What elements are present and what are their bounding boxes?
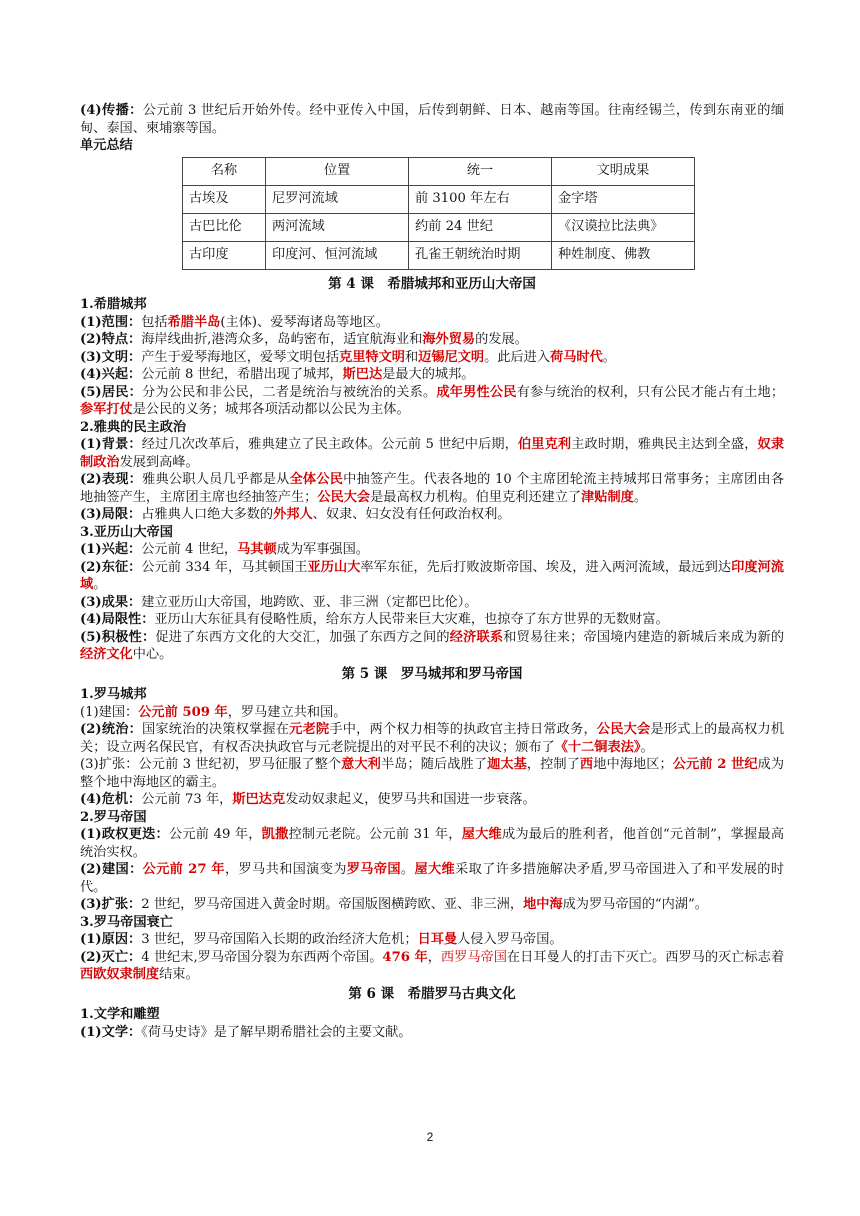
paragraph xyxy=(80,559,784,594)
text-span: (3)扩张： xyxy=(80,897,142,912)
text-span: (3)文明： xyxy=(80,349,142,365)
text-span: 国家统治的决策权掌握在 xyxy=(142,722,290,737)
table-header: 位置 xyxy=(266,157,409,185)
text-span: 成年男性公民 xyxy=(436,384,517,400)
lesson-title: 第 6 课 希腊罗马古典文化 xyxy=(348,985,516,1002)
text-span: 印度河流域 xyxy=(80,559,784,592)
text-span: (1)原因： xyxy=(80,932,142,947)
table-cell: 印度河、恒河流域 xyxy=(266,241,409,269)
text-span: 建立亚历山大帝国，地跨欧、亚、非三洲（定都巴比伦）。 xyxy=(141,594,478,610)
text-span: 公元前 8 世纪，希腊出现了城邦， xyxy=(141,367,343,382)
text-span: 经济文化 xyxy=(80,647,133,662)
table-cell: 古巴比伦 xyxy=(183,213,266,241)
text-span: 4 世纪末,罗马帝国分裂为东西两个帝国。 xyxy=(141,949,383,965)
table-cell: 古印度 xyxy=(183,241,266,269)
document-body xyxy=(80,102,784,1041)
text-span: 公元前 3 世纪后开始外传。经中亚传入中国，后传到朝鲜、日本、越南等国。往南经锡兰，传到东南亚的缅甸、泰国、柬埔寨等国。 xyxy=(80,103,785,136)
summary-table xyxy=(182,157,695,270)
text-span: 克里特文明 xyxy=(339,349,405,365)
text-span: (1)范围： xyxy=(80,314,142,330)
text-span: 公元前 2 世纪 xyxy=(672,757,758,772)
text-span: 促进了东西方文化的大交汇，加强了东西方之间的 xyxy=(155,629,450,645)
text-span: 占雅典人口绝大多数的 xyxy=(141,507,274,522)
page-number: 2 xyxy=(426,1130,434,1144)
text-span: 产生于爱琴海地区，爱琴文明包括 xyxy=(141,349,340,365)
text-span: 斯巴达 xyxy=(342,367,383,382)
text-span: 是形式上的最高权力机关；设立两名保民官，有权否决执政官与元老院提出的对平民不利的决议；颁布了 xyxy=(80,722,785,755)
text-span: 西 xyxy=(579,757,594,772)
text-span: 公元前 27 年 xyxy=(142,862,225,877)
text-span: 屋大维 xyxy=(461,827,502,842)
text-span: 津贴制度 xyxy=(581,489,634,505)
text-span: 成为最后的胜利者，他首创“元首制”，掌握最高统治实权。 xyxy=(80,827,785,860)
text-span: 雅典公职人员几乎都是从 xyxy=(142,472,290,487)
text-span: 成为整个地中海地区的霸主。 xyxy=(80,757,785,790)
table-cell: 两河流域 xyxy=(266,213,409,241)
text-span: 是最高权力机构。伯里克利还建立了 xyxy=(370,489,582,505)
text-span: 公元前 4 世纪， xyxy=(141,542,238,557)
text-span: 奴隶制政治 xyxy=(80,437,785,470)
paragraph xyxy=(80,366,784,384)
text-span: 476 年 xyxy=(382,949,428,965)
table-cell: 孔雀王朝统治时期 xyxy=(409,241,552,269)
text-span: 。 xyxy=(633,489,648,505)
text-span: 主政时期，雅典民主达到全盛， xyxy=(571,437,758,452)
text-span: 成为罗马帝国的“内湖”。 xyxy=(562,897,708,912)
paragraph xyxy=(80,896,784,914)
text-span: 伯里克利 xyxy=(518,437,572,452)
paragraph xyxy=(80,594,784,612)
text-span: 日耳曼 xyxy=(417,932,458,947)
text-span: 外邦人 xyxy=(273,507,313,522)
text-span: 地中海地区； xyxy=(593,757,673,772)
table-cell: 《汉谟拉比法典》 xyxy=(552,213,695,241)
text-span: ，控制了 xyxy=(526,757,580,772)
unit-summary-heading: 单元总结 xyxy=(80,138,133,153)
text-span: 意大利 xyxy=(341,757,381,772)
text-span: (4)传播： xyxy=(80,103,143,118)
text-span: 是公民的义务；城邦各项活动都以公民为主体。 xyxy=(132,402,410,417)
text-span: (2)建国： xyxy=(80,862,143,877)
lesson-title: 第 4 课 希腊城邦和亚历山大帝国 xyxy=(328,275,536,292)
text-span: 。 xyxy=(602,349,616,365)
table-cell: 约前 24 世纪 xyxy=(409,213,552,241)
table-header-row xyxy=(183,157,695,185)
table-row xyxy=(183,213,695,241)
table-cell: 种姓制度、佛教 xyxy=(552,241,695,269)
text-span: 和 xyxy=(404,349,419,365)
text-span: 的发展。 xyxy=(475,332,528,347)
paragraph xyxy=(80,949,784,984)
text-span: 公元前 334 年，马其顿国王 xyxy=(141,559,308,575)
paragraph xyxy=(80,1024,784,1042)
text-span: (4)危机： xyxy=(80,792,142,807)
text-span: 公元前 509 年 xyxy=(138,704,228,720)
text-span: 迈锡尼文明 xyxy=(418,349,485,365)
paragraph xyxy=(80,704,784,722)
text-span: 亚历山大 xyxy=(307,559,361,575)
text-span: 采取了许多措施解决矛盾,罗马帝国进入了和平发展的时代。 xyxy=(80,862,785,895)
text-span: 结束。 xyxy=(159,967,199,982)
section-heading: 1.希腊城邦 xyxy=(80,297,147,312)
text-span: (2)特点： xyxy=(80,332,142,347)
table-header: 统一 xyxy=(409,157,552,185)
text-span: 《十二铜表法》 xyxy=(554,739,641,755)
paragraph-spread xyxy=(80,102,784,137)
text-span: 斯巴达克 xyxy=(232,792,286,807)
text-span: (主体)、爱琴海诸岛等地区。 xyxy=(220,314,389,330)
paragraph xyxy=(80,384,784,419)
text-span: 希腊半岛 xyxy=(167,314,221,330)
text-span: 经过几次改革后，雅典建立了民主政体。公元前 5 世纪中后期， xyxy=(141,437,518,452)
paragraph xyxy=(80,331,784,349)
paragraph xyxy=(80,756,784,791)
text-span: 2 世纪，罗马帝国进入黄金时期。帝国版图横跨欧、亚、非三洲， xyxy=(141,897,524,912)
text-span: 海岸线曲折,港湾众多，岛屿密布，适宜航海业和 xyxy=(141,332,423,347)
text-span: 地中海 xyxy=(523,897,563,912)
paragraph xyxy=(80,314,784,332)
text-span: 在日耳曼人的打击下灭亡。西罗马的灭亡标志着 xyxy=(506,949,785,965)
text-span: (1)建国： xyxy=(80,704,139,720)
paragraph xyxy=(80,826,784,861)
table-row xyxy=(183,241,695,269)
text-span: 。此后进入 xyxy=(484,349,551,365)
text-span: ，罗马共和国演变为 xyxy=(224,862,347,877)
section-heading: 1.文学和雕塑 xyxy=(80,1007,160,1022)
text-span: 马其顿 xyxy=(237,542,277,557)
text-span: 分为公民和非公民，二者是统治与被统治的关系。 xyxy=(142,384,437,400)
text-span: 西欧奴隶制度 xyxy=(80,967,160,982)
table-row xyxy=(183,185,695,213)
table-cell: 金字塔 xyxy=(552,185,695,213)
text-span: (1)背景： xyxy=(80,437,142,452)
text-span: 成为军事强国。 xyxy=(276,542,369,557)
text-span: 荷马时代 xyxy=(550,349,603,365)
text-span: (2)东征： xyxy=(80,559,142,575)
text-span: 罗马帝国 xyxy=(346,862,401,877)
text-span: 中抽签产生。代表各地的 10 个主席团轮流主持城邦日常事务；主席团由各地抽签产生，主席团主席也经抽签产生； xyxy=(80,472,785,505)
text-span: 有参与统治的权利，只有公民才能占有土地； xyxy=(516,384,785,400)
text-span: (4)兴起： xyxy=(80,367,142,382)
text-span: (1)兴起： xyxy=(80,542,142,557)
text-span: 凯撒 xyxy=(261,827,289,842)
text-span: (1)政权更迭： xyxy=(80,827,169,842)
text-span: 和贸易往来；帝国境内建造的新城后来成为新的 xyxy=(503,629,785,645)
section-heading: 2.雅典的民主政治 xyxy=(80,419,187,435)
text-span: 公民大会 xyxy=(596,722,651,737)
text-span: 手中，两个权力相等的执政官主持日常政务， xyxy=(329,722,597,737)
text-span: 经济联系 xyxy=(449,629,504,645)
text-span: 迦太基 xyxy=(487,757,527,772)
text-span: 半岛；随后战胜了 xyxy=(380,757,488,772)
text-span: 发展到高峰。 xyxy=(119,454,199,470)
paragraph xyxy=(80,791,784,809)
text-span: (2)统治： xyxy=(80,722,142,737)
paragraph xyxy=(80,506,784,524)
text-span: 西罗马帝国 xyxy=(440,949,507,965)
text-span: (2)表现： xyxy=(80,472,143,487)
paragraph xyxy=(80,471,784,506)
text-span: 公元前 73 年， xyxy=(141,792,233,807)
text-span: 参军打仗 xyxy=(80,402,133,417)
text-span: 海外贸易 xyxy=(422,332,476,347)
text-span: (4)局限性： xyxy=(80,612,155,627)
text-span: 控制元老院。公元前 31 年， xyxy=(288,827,462,842)
text-span: 亚历山大东征具有侵略性质，给东方人民带来巨大灾难，也掠夺了东方世界的无数财富。 xyxy=(154,612,669,627)
text-span: 《荷马史诗》是了解早期希腊社会的主要文献。 xyxy=(141,1024,412,1040)
text-span: 包括 xyxy=(141,314,168,330)
table-header: 文明成果 xyxy=(552,157,695,185)
text-span: 3 世纪，罗马帝国陷入长期的政治经济大危机； xyxy=(141,932,418,947)
table-cell: 尼罗河流域 xyxy=(266,185,409,213)
text-span: (3)成果： xyxy=(80,594,142,610)
text-span: 率军东征，先后打败波斯帝国、埃及，进入两河流域，最远到达 xyxy=(360,559,732,575)
section-heading: 2.罗马帝国 xyxy=(80,809,147,825)
paragraph xyxy=(80,349,784,367)
text-span: ，罗马建立共和国。 xyxy=(227,704,347,720)
text-span: (5)积极性： xyxy=(80,629,156,645)
text-span: 屋大维 xyxy=(414,862,456,877)
text-span: 、奴隶、妇女没有任何政治权利。 xyxy=(312,507,511,522)
text-span: ， xyxy=(427,949,441,965)
text-span: 元老院 xyxy=(289,722,330,737)
paragraph xyxy=(80,629,784,664)
paragraph xyxy=(80,721,784,756)
section-heading: 3.罗马帝国衰亡 xyxy=(80,914,173,930)
lesson-title: 第 5 课 罗马城邦和罗马帝国 xyxy=(341,665,523,682)
section-heading: 1.罗马城邦 xyxy=(80,687,147,702)
text-span: 人侵入罗马帝国。 xyxy=(457,932,563,947)
text-span: 全体公民 xyxy=(289,472,344,487)
text-span: (5)居民： xyxy=(80,384,142,400)
text-span: 。 xyxy=(400,862,415,877)
paragraph xyxy=(80,541,784,559)
text-span: 中心。 xyxy=(132,647,173,662)
text-span: (2)灭亡： xyxy=(80,949,142,965)
text-span: 公元前 3 世纪初，罗马征服了整个 xyxy=(138,757,342,772)
text-span: 。 xyxy=(93,577,107,592)
paragraph xyxy=(80,436,784,471)
text-span: (1)文学： xyxy=(80,1024,142,1040)
paragraph xyxy=(80,931,784,949)
text-span: 公民大会 xyxy=(317,489,371,505)
text-span: 发动奴隶起义，使罗马共和国进一步衰落。 xyxy=(285,792,536,807)
text-span: 公元前 49 年， xyxy=(168,827,262,842)
text-span: (3)局限： xyxy=(80,507,142,522)
text-span: 。 xyxy=(640,739,654,755)
paragraph xyxy=(80,861,784,896)
section-heading: 3.亚历山大帝国 xyxy=(80,524,173,540)
table-cell: 古埃及 xyxy=(183,185,266,213)
text-span: 是最大的城邦。 xyxy=(382,367,475,382)
paragraph xyxy=(80,611,784,629)
text-span: (3)扩张： xyxy=(80,757,139,772)
table-cell: 前 3100 年左右 xyxy=(409,185,552,213)
table-header: 名称 xyxy=(183,157,266,185)
